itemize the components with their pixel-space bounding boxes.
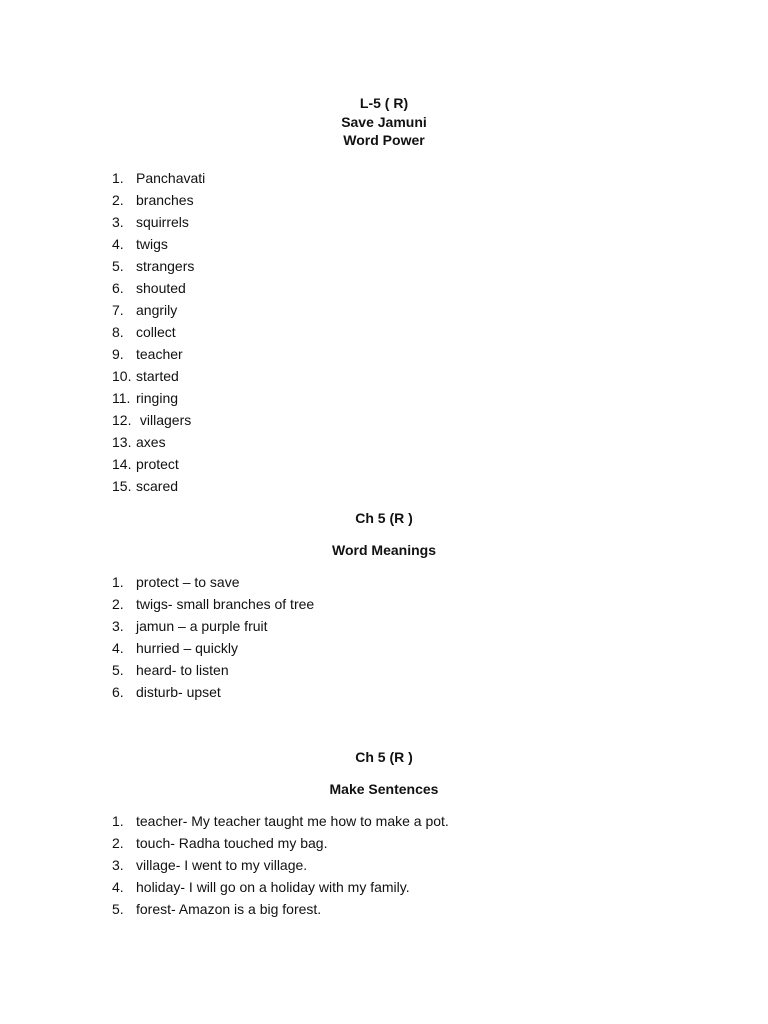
item-text: disturb- upset <box>136 684 221 700</box>
lesson-title: Save Jamuni <box>341 114 427 130</box>
item-number: 13. <box>112 434 132 450</box>
item-text: shouted <box>136 280 186 296</box>
item-text: angrily <box>136 302 178 318</box>
item-text: teacher- My teacher taught me how to make a pot. <box>136 813 449 829</box>
item-number: 14. <box>112 456 132 472</box>
item-number: 9. <box>112 346 124 362</box>
item-number: 11. <box>112 390 131 406</box>
section-title-word-meanings: Word Meanings <box>332 542 436 558</box>
item-number: 2. <box>112 596 124 612</box>
item-text: holiday- I will go on a holiday with my family. <box>136 879 410 895</box>
item-number: 6. <box>112 684 124 700</box>
item-number: 4. <box>112 640 124 656</box>
section-title-word-power: Word Power <box>343 132 425 148</box>
item-text: village- I went to my village. <box>136 857 308 873</box>
item-number: 1. <box>112 574 124 590</box>
chapter-label: Ch 5 (R ) <box>355 510 413 526</box>
section-title-make-sentences: Make Sentences <box>329 781 439 797</box>
chapter-label: Ch 5 (R ) <box>355 749 413 765</box>
item-number: 2. <box>112 192 124 208</box>
item-text: Panchavati <box>136 170 206 186</box>
item-text: ringing <box>136 390 179 406</box>
item-text: heard- to listen <box>136 662 229 678</box>
item-text: branches <box>136 192 194 208</box>
lesson-label: L-5 ( R) <box>359 95 409 111</box>
item-text: twigs- small branches of tree <box>136 596 315 612</box>
item-text: forest- Amazon is a big forest. <box>136 901 322 917</box>
item-number: 8. <box>112 324 124 340</box>
item-text: squirrels <box>136 214 189 230</box>
item-number: 7. <box>112 302 124 318</box>
item-text: axes <box>136 434 166 450</box>
item-number: 5. <box>112 662 124 678</box>
item-text: scared <box>136 478 179 494</box>
item-text: strangers <box>136 258 195 274</box>
item-number: 5. <box>112 901 124 917</box>
item-text: teacher <box>136 346 183 362</box>
item-text: protect – to save <box>136 574 240 590</box>
item-number: 1. <box>112 170 124 186</box>
item-number: 10. <box>112 368 132 384</box>
item-number: 3. <box>112 857 124 873</box>
item-text: twigs <box>136 236 168 252</box>
item-text: protect <box>136 456 179 472</box>
item-text: collect <box>136 324 176 340</box>
item-number: 4. <box>112 236 124 252</box>
item-number: 5. <box>112 258 124 274</box>
item-number: 4. <box>112 879 124 895</box>
item-number: 3. <box>112 214 124 230</box>
item-number: 6. <box>112 280 124 296</box>
item-text: jamun – a purple fruit <box>136 618 268 634</box>
item-number: 3. <box>112 618 124 634</box>
item-number: 1. <box>112 813 124 829</box>
item-text: started <box>136 368 179 384</box>
item-text: hurried – quickly <box>136 640 238 656</box>
item-text: touch- Radha touched my bag. <box>136 835 328 851</box>
item-number: 12. <box>112 412 132 428</box>
item-text: villagers <box>136 412 192 428</box>
item-number: 2. <box>112 835 124 851</box>
item-number: 15. <box>112 478 132 494</box>
